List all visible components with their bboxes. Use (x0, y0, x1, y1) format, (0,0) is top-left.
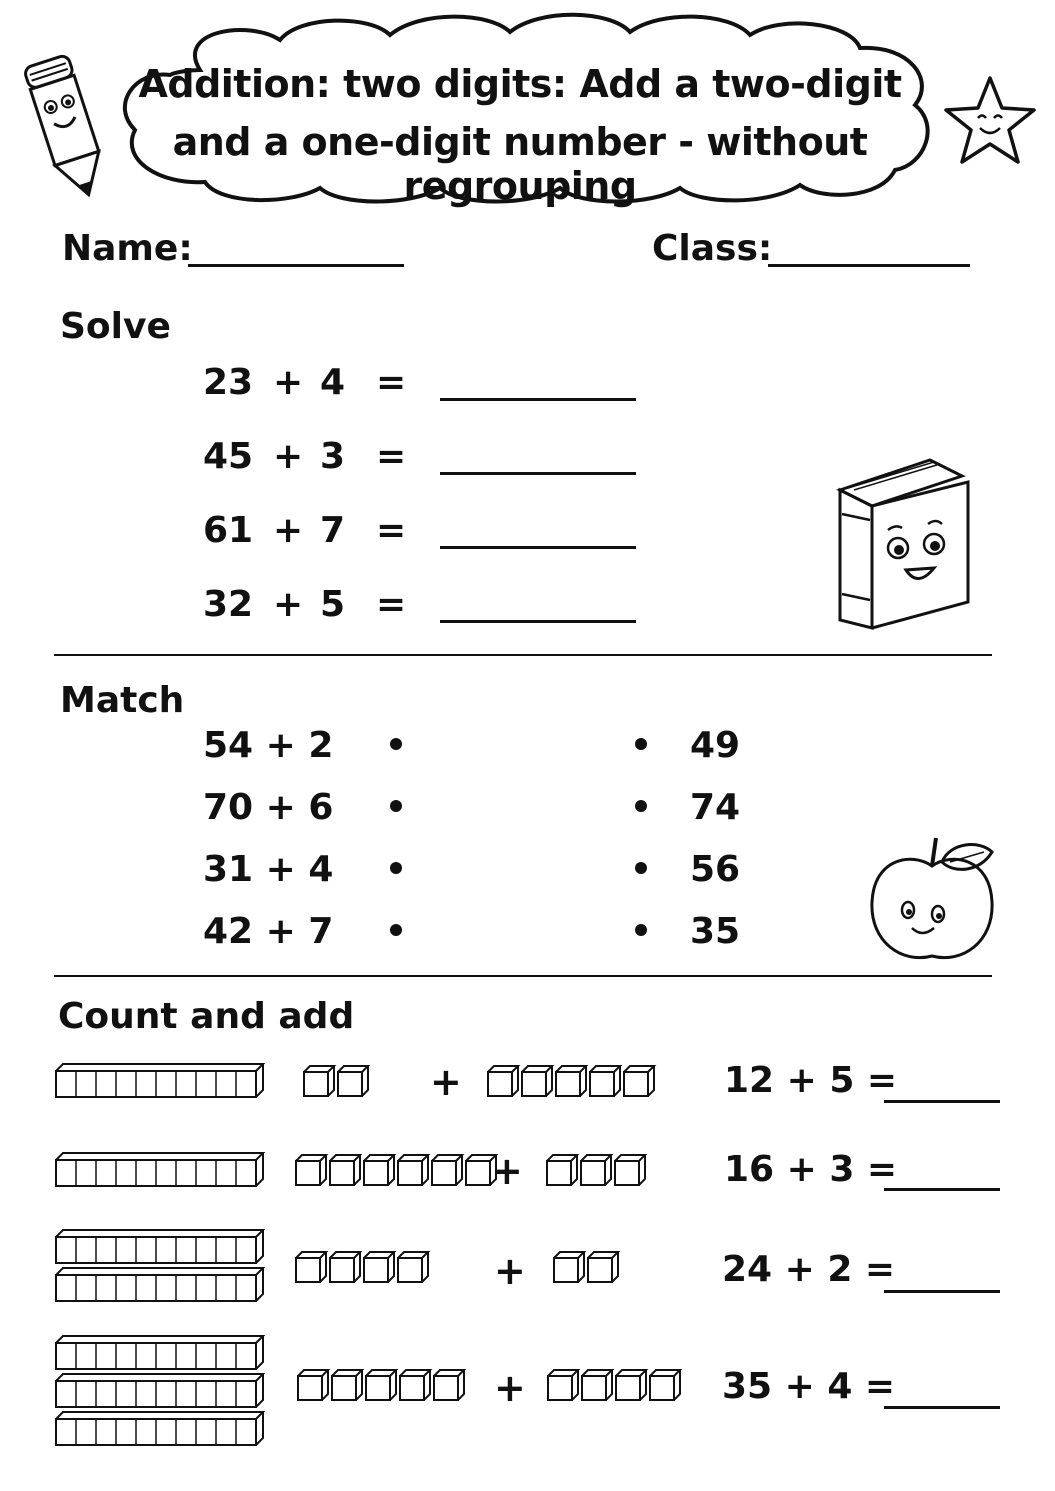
pencil-icon (22, 48, 112, 208)
unit-cubes-icon (302, 1064, 422, 1104)
unit-cubes-icon (545, 1153, 685, 1193)
worksheet-title-line2: and a one-digit number - without regrouping (172, 120, 868, 208)
plus-sign: + (491, 1149, 523, 1193)
name-answer-line[interactable] (188, 264, 404, 267)
class-answer-line[interactable] (768, 264, 970, 267)
tens-rod-icon (54, 1062, 274, 1122)
solve-addend-a: 23 (203, 362, 254, 403)
count-answer-line[interactable] (884, 1100, 1000, 1103)
class-label: Class: (652, 228, 773, 269)
count-equation: 24 + 2 = (722, 1249, 896, 1290)
match-right-answer: 74 (690, 787, 741, 828)
solve-addend-b: 7 (320, 510, 346, 551)
unit-cubes-icon (546, 1368, 706, 1408)
tens-rod-icon (54, 1151, 274, 1211)
equals-sign: = (376, 362, 407, 403)
tens-rod-icon (54, 1334, 274, 1454)
solve-answer-line[interactable] (440, 620, 636, 623)
count-answer-line[interactable] (884, 1290, 1000, 1293)
solve-addend-b: 4 (320, 362, 346, 403)
plus-sign: + (494, 1366, 526, 1410)
match-right-answer: 56 (690, 849, 741, 890)
equals-sign: = (376, 436, 407, 477)
name-label: Name: (62, 228, 193, 269)
plus-sign: + (494, 1249, 526, 1293)
solve-answer-line[interactable] (440, 398, 636, 401)
match-left-expression: 70 + 6 (203, 787, 334, 828)
plus-sign: + (273, 584, 304, 625)
match-left-dot[interactable] (390, 924, 402, 936)
match-left-expression: 54 + 2 (203, 725, 334, 766)
match-right-dot[interactable] (635, 800, 647, 812)
solve-answer-line[interactable] (440, 472, 636, 475)
section-divider (54, 975, 992, 977)
match-right-dot[interactable] (635, 862, 647, 874)
unit-cubes-icon (486, 1064, 686, 1104)
match-left-dot[interactable] (390, 800, 402, 812)
unit-cubes-icon (294, 1250, 454, 1290)
apple-icon (862, 832, 1002, 972)
match-right-dot[interactable] (635, 924, 647, 936)
worksheet-title-line1: Addition: two digits: Add a two-digit (138, 62, 902, 106)
match-right-answer: 35 (690, 911, 741, 952)
plus-sign: + (273, 510, 304, 551)
section-divider (54, 654, 992, 656)
solve-addend-b: 5 (320, 584, 346, 625)
solve-addend-a: 32 (203, 584, 254, 625)
book-icon (830, 452, 980, 632)
plus-sign: + (430, 1060, 462, 1104)
solve-section-title: Solve (60, 306, 171, 347)
match-left-expression: 31 + 4 (203, 849, 334, 890)
match-left-dot[interactable] (390, 862, 402, 874)
solve-answer-line[interactable] (440, 546, 636, 549)
match-left-dot[interactable] (390, 738, 402, 750)
unit-cubes-icon (552, 1250, 652, 1290)
match-right-dot[interactable] (635, 738, 647, 750)
count-equation: 35 + 4 = (722, 1366, 896, 1407)
unit-cubes-icon (296, 1368, 496, 1408)
count-answer-line[interactable] (884, 1406, 1000, 1409)
unit-cubes-icon (294, 1153, 494, 1193)
match-right-answer: 49 (690, 725, 741, 766)
count-equation: 12 + 5 = (724, 1060, 898, 1101)
plus-sign: + (273, 362, 304, 403)
star-icon (942, 72, 1042, 172)
count-answer-line[interactable] (884, 1188, 1000, 1191)
solve-addend-b: 3 (320, 436, 346, 477)
solve-addend-a: 61 (203, 510, 254, 551)
tens-rod-icon (54, 1228, 274, 1318)
equals-sign: = (376, 584, 407, 625)
count-section-title: Count and add (58, 996, 355, 1037)
equals-sign: = (376, 510, 407, 551)
count-equation: 16 + 3 = (724, 1149, 898, 1190)
match-left-expression: 42 + 7 (203, 911, 334, 952)
solve-addend-a: 45 (203, 436, 254, 477)
plus-sign: + (273, 436, 304, 477)
match-section-title: Match (60, 680, 185, 721)
